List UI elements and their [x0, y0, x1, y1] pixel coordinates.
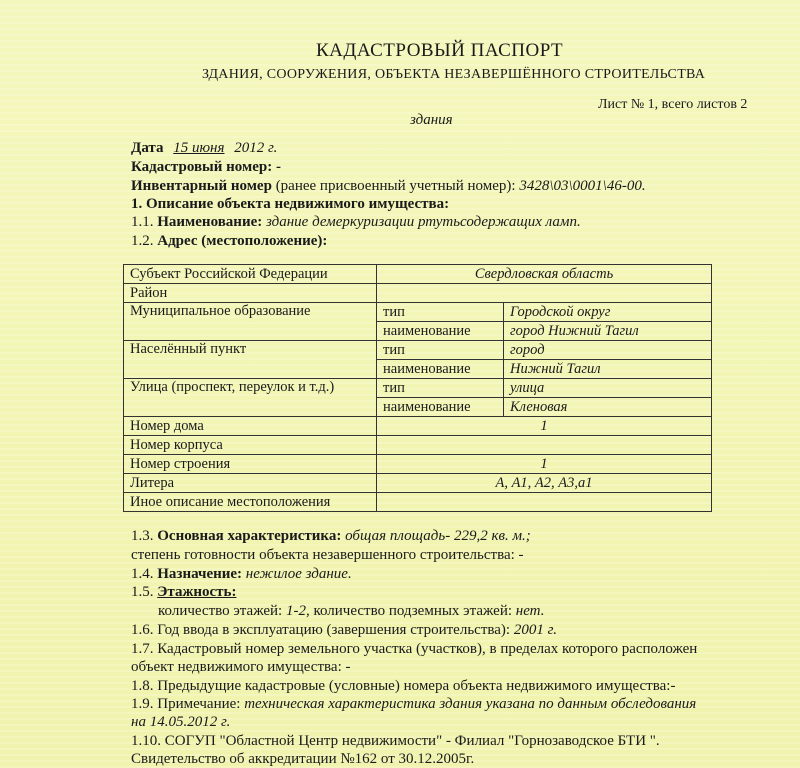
line-1-4: [131, 566, 352, 583]
l14-value: нежилое здание.: [245, 566, 352, 582]
l15-num: 1.5.: [131, 584, 154, 600]
subject-label: Субъект Российской Федерации: [124, 265, 377, 284]
other-location-value: [377, 493, 712, 512]
l16-text: 1.6. Год ввода в эксплуатацию (завершения строительства):: [131, 622, 511, 638]
address-num: 1.2.: [131, 233, 154, 249]
line-1-5: [131, 584, 236, 601]
line-1-9: [131, 696, 696, 713]
sheet-info: Лист № 1, всего листов 2: [598, 97, 748, 112]
district-value: [377, 284, 712, 303]
district-label: Район: [124, 284, 377, 303]
l15-label: Этажность:: [157, 584, 237, 600]
name-label: Наименование:: [157, 214, 263, 230]
line-1-10b: Свидетельство об аккредитации №162 от 30.12.2005г.: [131, 751, 475, 767]
line-1-3b: степень готовности объекта незавершенного строительства: -: [131, 547, 524, 563]
date-year: 2012 г.: [234, 140, 278, 156]
building-value: [377, 436, 712, 455]
municipal-type-value: Городской округ: [504, 303, 712, 322]
document-title: КАДАСТРОВЫЙ ПАСПОРТ: [316, 40, 564, 61]
house-value: 1: [377, 417, 712, 436]
address-line: [131, 233, 327, 250]
street-name-label: наименование: [377, 398, 504, 417]
municipal-label: Муниципальное образование: [124, 303, 377, 341]
municipal-type-label: тип: [377, 303, 504, 322]
line-1-5b: [158, 603, 544, 620]
l14-num: 1.4.: [131, 566, 154, 582]
municipal-name-value: город Нижний Тагил: [504, 322, 712, 341]
line-1-6: [131, 622, 557, 639]
l15b-b: , количество подземных этажей:: [305, 603, 513, 619]
structure-label: Номер строения: [124, 455, 377, 474]
table-row: [124, 455, 712, 474]
settlement-name-value: Нижний Тагил: [504, 360, 712, 379]
date-line: [131, 140, 277, 157]
table-row: [124, 303, 712, 322]
document-subtitle: ЗДАНИЯ, СООРУЖЕНИЯ, ОБЪЕКТА НЕЗАВЕРШЁННОГО СТРОИТЕЛЬСТВА: [202, 67, 706, 82]
litera-label: Литера: [124, 474, 377, 493]
l19-label: 1.9. Примечание:: [131, 696, 241, 712]
table-row: [124, 493, 712, 512]
building-label: Номер корпуса: [124, 436, 377, 455]
table-row: [124, 474, 712, 493]
settlement-type-label: тип: [377, 341, 504, 360]
settlement-type-value: город: [504, 341, 712, 360]
l13-label: Основная характеристика:: [157, 528, 342, 544]
address-table: [123, 264, 712, 512]
l13-num: 1.3.: [131, 528, 154, 544]
inventory-label: Инвентарный номер: [131, 178, 272, 194]
address-label: Адрес (местоположение):: [157, 233, 328, 249]
municipal-name-label: наименование: [377, 322, 504, 341]
street-label: Улица (проспект, переулок и т.д.): [124, 379, 377, 417]
name-line: [131, 214, 581, 231]
line-1-10a: 1.10. СОГУП "Областной Центр недвижимости" - Филиал "Горнозаводское БТИ ".: [131, 733, 660, 749]
table-row: [124, 379, 712, 398]
l15b-v2: нет.: [515, 603, 545, 619]
litera-value: А, А1, А2, А3,а1: [377, 474, 712, 493]
table-row: [124, 265, 712, 284]
table-row: [124, 284, 712, 303]
line-1-3: [131, 528, 531, 545]
object-kind: здания: [410, 112, 453, 128]
l19-value: техническая характеристика здания указана по данным обследования: [244, 696, 697, 712]
inventory-note: (ранее присвоенный учетный номер):: [275, 178, 516, 194]
l16-value: 2001 г.: [513, 622, 557, 638]
subject-value: Свердловская область: [377, 265, 712, 284]
table-row: [124, 436, 712, 455]
table-row: [124, 417, 712, 436]
settlement-label: Населённый пункт: [124, 341, 377, 379]
date-day-month: 15 июня: [173, 140, 225, 156]
house-label: Номер дома: [124, 417, 377, 436]
date-label: Дата: [131, 140, 164, 156]
settlement-name-label: наименование: [377, 360, 504, 379]
l15b-v1: 1-2: [285, 603, 306, 619]
table-row: [124, 341, 712, 360]
l14-label: Назначение:: [157, 566, 243, 582]
section1-heading: 1. Описание объекта недвижимого имущества:: [131, 196, 450, 212]
structure-value: 1: [377, 455, 712, 474]
line-1-9b: на 14.05.2012 г.: [131, 714, 231, 730]
l15b-a: количество этажей:: [158, 603, 283, 619]
name-num: 1.1.: [131, 214, 154, 230]
cadastral-number: Кадастровый номер: -: [131, 159, 281, 175]
inventory-value: 3428\03\0001\46-00.: [519, 178, 646, 194]
line-1-7b: объект недвижимого имущества: -: [131, 659, 351, 675]
inventory-line: [131, 178, 646, 195]
other-location-label: Иное описание местоположения: [124, 493, 377, 512]
street-name-value: Кленовая: [504, 398, 712, 417]
street-type-value: улица: [504, 379, 712, 398]
street-type-label: тип: [377, 379, 504, 398]
line-1-8: 1.8. Предыдущие кадастровые (условные) номера объекта недвижимого имущества:-: [131, 678, 676, 694]
name-value: здание демеркуризации ртутьсодержащих ламп.: [266, 214, 581, 230]
line-1-7a: 1.7. Кадастровый номер земельного участка (участков), в пределах которого расположен: [131, 641, 698, 657]
l13-value: общая площадь- 229,2 кв. м.;: [345, 528, 531, 544]
